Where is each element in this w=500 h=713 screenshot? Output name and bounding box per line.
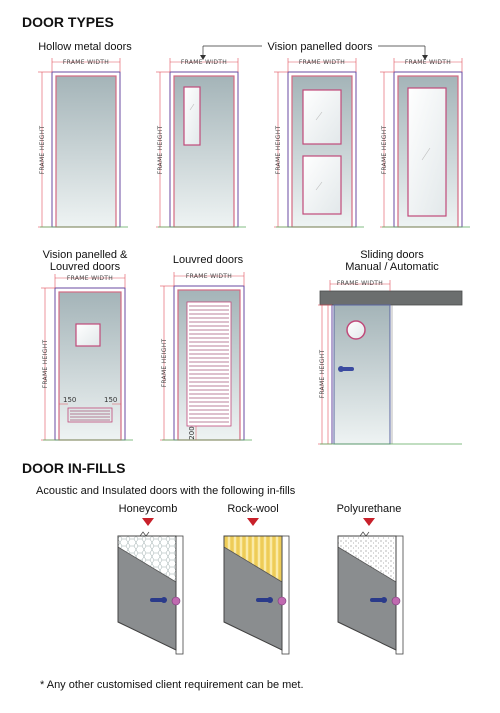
label-sliding-line2: Manual / Automatic [345,261,439,273]
dim-frame-width: FRAME WIDTH [180,59,228,66]
dim-louvre-gap: 200 [188,426,196,440]
label-vision-louvred-line1: Vision panelled & [42,249,128,261]
dim-side-left: 150 [63,396,77,404]
infills-subtitle: Acoustic and Insulated doors with the following in-fills [36,485,296,497]
label-hollow-metal-doors: Hollow metal doors [38,41,132,53]
dim-frame-height: FRAME HEIGHT [275,125,282,175]
label-louvred-doors: Louvred doors [172,254,244,266]
label-sliding-line1: Sliding doors [360,249,424,261]
infill-door-rock-wool [224,536,289,654]
triangle-marker-icon [363,518,375,526]
infill-door-honeycomb [118,532,183,654]
dim-frame-width: FRAME WIDTH [62,59,110,66]
dim-frame-width: FRAME WIDTH [298,59,346,66]
door-vision-louvred [41,274,133,440]
dim-frame-width: FRAME WIDTH [185,273,233,280]
door-vision-full [380,58,470,227]
infill-door-polyurethane [338,532,403,654]
dim-frame-height: FRAME HEIGHT [381,125,388,175]
dim-frame-width: FRAME WIDTH [336,280,384,287]
door-vision-small [156,58,246,227]
label-vision-louvred-line2: Louvred doors [49,261,121,273]
label-rock-wool: Rock-wool [227,503,279,515]
door-sliding [318,280,462,444]
label-polyurethane: Polyurethane [336,503,402,515]
label-vision-panelled-doors: Vision panelled doors [267,41,373,53]
dim-frame-width: FRAME WIDTH [66,275,114,282]
door-vision-double [274,58,364,227]
door-louvred [160,272,252,440]
triangle-marker-icon [142,518,154,526]
dim-frame-height: FRAME HEIGHT [42,339,49,389]
dim-side-right: 150 [104,396,118,404]
dim-frame-height: FRAME HEIGHT [157,125,164,175]
door-hollow-metal [38,58,128,227]
dim-frame-width: FRAME WIDTH [404,59,452,66]
dim-frame-height: FRAME HEIGHT [39,125,46,175]
footnote: * Any other customised client requirement can be met. [40,679,304,691]
dim-frame-height: FRAME HEIGHT [319,349,326,399]
label-honeycomb: Honeycomb [118,503,178,515]
dim-frame-height: FRAME HEIGHT [161,338,168,388]
section-title-door-types: DOOR TYPES [22,14,114,30]
triangle-marker-icon [247,518,259,526]
section-title-door-infills: DOOR IN-FILLS [22,460,126,476]
